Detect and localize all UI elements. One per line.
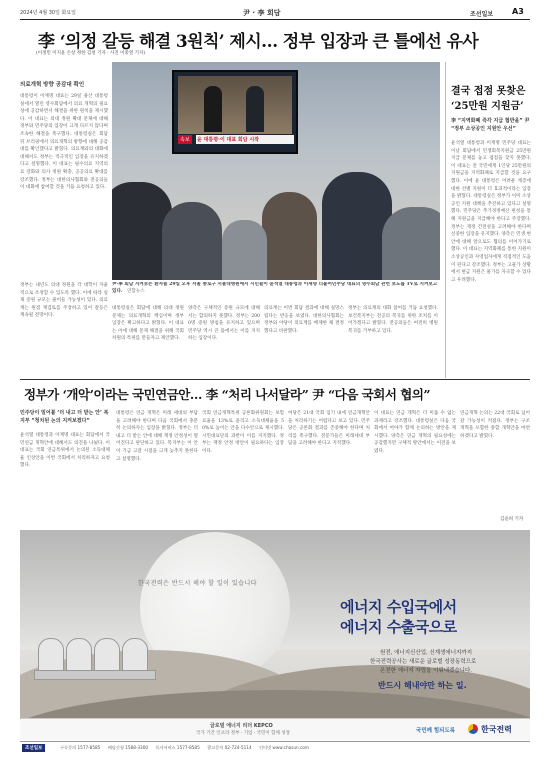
footer-item: 독자서비스 1577-8585 <box>155 745 200 750</box>
news-photo <box>112 62 440 280</box>
second-column-1: 윤석열 대통령과 이재명 대표는 회담에서 국민연금 개혁안에 대해서도 의견을 나눴다. 이 대표는 국회 연금특위에서 논의된 소득대체율 인상안을 이번 국회에서 처리하자고 요청했다. <box>20 433 110 469</box>
tv-person-right <box>246 86 264 132</box>
photo-credit: 연합뉴스 <box>126 288 145 294</box>
second-column-6: 연금개혁 논의는 22대 국회로 넘어갈 가능성이 커졌다. 정부는 구조 개혁을 포함한 종합 개혁안을 마련하겠다고 밝혔다. <box>460 411 530 439</box>
ad-brand-main: 한국전력 <box>481 725 512 734</box>
article-column-2: 대통령실은 회담에 대해 의대 정원 문제는 의료개혁의 핵심이며 정부 입장은 확고하다고 밝혔다. 이 대표는 이에 대해 문제 해결을 위해 국회 차원의 특위를 만들자고 제안했다. <box>112 306 184 342</box>
tv-person-left <box>204 86 222 132</box>
column-subhead: 의료개혁 방향 공감대 확인 <box>20 82 85 88</box>
ad-headline-2: 에너지 수출국으로 <box>340 618 457 636</box>
article-column-5: 정부는 의료계의 대화 참여를 거듭 요청했다. 보건복지부는 전공의 복귀를 위한 조치를 이어가겠다고 밝혔다. 전공의들은 여전히 병원 복귀를 거부하고 있다. <box>348 306 438 334</box>
footer-info <box>60 745 315 751</box>
footer-item: 인터넷 www.chosun.com <box>258 745 309 750</box>
article-column-1: 대통령이 이재명 대표는 29일 용산 대통령실에서 열린 영수회담에서 의료 개혁의 필요성에 공감하면서 해결을 위한 원칙을 제시했다. 이 대표는 의대 정원 확대 문제에 대해 정부와 민주당의 입장이 크게 다르지 않다며 조속한 해결을 촉구했다. 대통령실은 회담 뒤 브리핑에서 의료개혁의 방향에 대해 공감대를 확인했다고 밝혔다. 의료계와의 대화에 대해서도 정부는 적극적인 입장을 유지하겠다고 설명했다. 이 대표는 필수의료 지역의료 강화와 의사 정원 확충, 공공의료 확대를 강조했다. 정부는 대한의사협회와 전공의들이 대화에 참여할 것을 거듭 요청하고 있다. <box>20 94 108 191</box>
ad-body-2: 한국전력공사는 새로운 글로벌 성장동력으로 <box>370 659 477 665</box>
kepco-logo-icon <box>468 724 478 734</box>
section-divider-1 <box>20 379 530 380</box>
second-headline: 정부가 ‘개악’이라는 국민연금안… 李 “처리 나서달라” 尹 “다음 국회서 협의” <box>24 387 431 402</box>
ad-tagline: 한국전력은 반드시 해야 할 일이 있습니다 <box>138 580 258 587</box>
side-story-rule <box>445 62 446 378</box>
paper-name: 조선일보 <box>470 11 494 18</box>
article-column-4: 의료계는 이번 회담 결과에 대해 실망스럽다는 반응을 보였다. 대한의사협회는 정부와 야당이 의료계를 배제한 채 결정했다고 비판했다. <box>264 306 344 334</box>
masthead-rule <box>20 19 530 20</box>
second-lead-subhead: 민주당이 밀어붙 ‘더 내고 더 받는 안’ 복지부 “청치된 논의 지켜보겠다” <box>20 410 109 424</box>
second-column-4: 여당은 21대 국회 임기 내에 연금개혁안을 처리하기는 어렵다고 보고 있다. 민주당은 공론화 결과를 존중해야 한다며 처리를 촉구했다. 전문가들은 미래세대 부담을 고려해야 한다고 지적했다. <box>288 411 370 447</box>
ad-reactor-4 <box>122 638 148 674</box>
ad-brand-sub: 국민께 힘되도록 <box>416 728 456 734</box>
ad-center-line-1: 글로벌 에너지 리더 KEPCO <box>210 723 273 729</box>
side-headline-2: ‘25만원 지원금’ <box>451 101 524 112</box>
ad-slogan: 반드시 해내야만 하는 일. <box>378 681 467 690</box>
ad-reactor-1 <box>38 638 64 674</box>
section-name: 尹 · 李 회담 <box>243 9 281 17</box>
second-reporter: 김윤희 기자 <box>500 517 524 522</box>
article-column-6: 정부는 내년도 의대 정원을 각 대학이 자율적으로 조정할 수 있도록 했다. 이에 따라 실제 증원 규모는 줄어들 가능성이 있다. 의료계는 원점 재검토를 주장하고 있어 갈등은 계속될 전망이다. <box>20 283 108 319</box>
footer-item: 배달신청 1588-3300 <box>107 745 149 750</box>
ad-headline-1: 에너지 수입국에서 <box>340 598 457 616</box>
ad-body-1: 원전, 에너지신산업, 신재생에너지까지 <box>380 650 473 656</box>
side-article-body: 윤석열 대통령과 이재명 민주당 대표는 이날 회담에서 민생회복지원금 25만원 지급 문제를 놓고 접점을 찾지 못했다. 이 대표는 전 국민에게 1인당 25만원의 지원금을 지역화폐로 지급할 것을 요구했다. 이에 윤 대통령은 어려운 계층에 대한 선별 지원이 더 효과적이라는 입장을 밝혔다. 대통령실은 정부가 이미 소상공인 지원 대책을 추진하고 있다고 설명했다. 민주당은 추가경정예산 편성을 통해 지원금을 지급해야 한다고 주장했다. 정부는 재정 건전성을 고려해야 한다며 신중한 입장을 유지했다. 양측은 민생 현안에 대해 앞으로도 협의를 이어가기로 했다. 이 대표는 지역화폐를 통한 지원이 소상공인과 자영업자에게 직접적인 도움이 된다고 강조했다. 정부는 고물가 상황에서 현금 지원은 물가를 자극할 수 있다고 우려했다. <box>451 141 531 283</box>
side-headline-1: 결국 접점 못찾은 <box>451 86 526 97</box>
issue-date: 2024년 4월 30일 화요일 <box>20 10 77 16</box>
tv-breaking-badge: 속보 <box>180 137 190 143</box>
advertisement <box>20 530 530 740</box>
second-column-3: 국회 연금개혁특위 공론화위원회는 보험료율을 13%로 올리고 소득대체율을 50%로 높이는 안을 다수안으로 제시했다. 시민대표단의 과반이 이를 지지했다. 정부는 재정 안정 방안이 필요하다는 입장이다. <box>202 411 284 454</box>
page-number: A3 <box>512 7 524 16</box>
footer-rule <box>20 741 530 742</box>
top-byline: (이정민 이지윤 손창 정한 김청 기자 · 사진 이중열 기자) <box>36 51 146 56</box>
footer-item: 광고문의 02-724-5114 <box>207 745 252 750</box>
second-column-5: 이 대표는 연금 개혁은 더 미룰 수 없는 과제라고 강조했다. 대통령실은 다음 국회에서 여야가 함께 논의하는 방안을 제시했다. 양측은 연금 개혁의 필요성에는 공감했지만 구체적 방안에서는 이견을 보였다. <box>374 411 456 454</box>
footer-item: 구독문의 1577-8585 <box>60 745 101 750</box>
tv-caption: 윤 대통령·이 대표 회담 시작 <box>196 135 294 144</box>
ad-reactor-3 <box>94 638 120 674</box>
ad-center-line-2: 국가 기간 인프라 정부 · 기업 · 국민이 함께 성장 <box>196 731 290 736</box>
second-column-2: 대통령은 연금 개혁은 미래 세대의 부담을 고려해야 한다며 다음 국회에서 충분히 논의하자는 입장을 밝혔다. 정부는 더 내고 더 받는 안에 대해 재정 안정성이 떨어진다고 판단하고 있다. 복지부는 이 안이 기금 고갈 시점을 크게 늦추지 못한다고 설명했다. <box>116 411 198 462</box>
photo-caption-text: 尹·李 회담 지켜보는 환자들 29일 오후 서울 종로구 서울대병원에서 시민들이 윤석열 대통령과 이재명 더불어민주당 대표의 영수회담 관련 보도를 TV로 지켜보고 있다. <box>112 282 438 294</box>
ad-body-3: 온전한 에너지 자립을 이뤄내겠습니다. <box>380 668 473 674</box>
top-headline: 李 ‘의정 갈등 해결 3원칙’ 제시… 정부 입장과 큰 틀에선 유사 <box>38 32 479 52</box>
side-subhead: 李 “지역화폐 즉각 지급 협반을” 尹 “정부 소상공인 지원안 우선” <box>451 118 530 132</box>
footer-company: 조선일보 <box>22 744 45 752</box>
ad-reactor-2 <box>66 638 92 674</box>
tv-screen <box>172 70 298 154</box>
photo-caption <box>112 282 440 302</box>
ad-reactor-base <box>34 670 156 680</box>
article-column-3: 양측은 구체적인 증원 규모에 대해서는 합의하지 못했다. 정부는 2000명 증원 방침을 유지하고 있으며 민주당 역시 큰 틀에서는 이를 지지하는 입장이다. <box>188 306 260 342</box>
